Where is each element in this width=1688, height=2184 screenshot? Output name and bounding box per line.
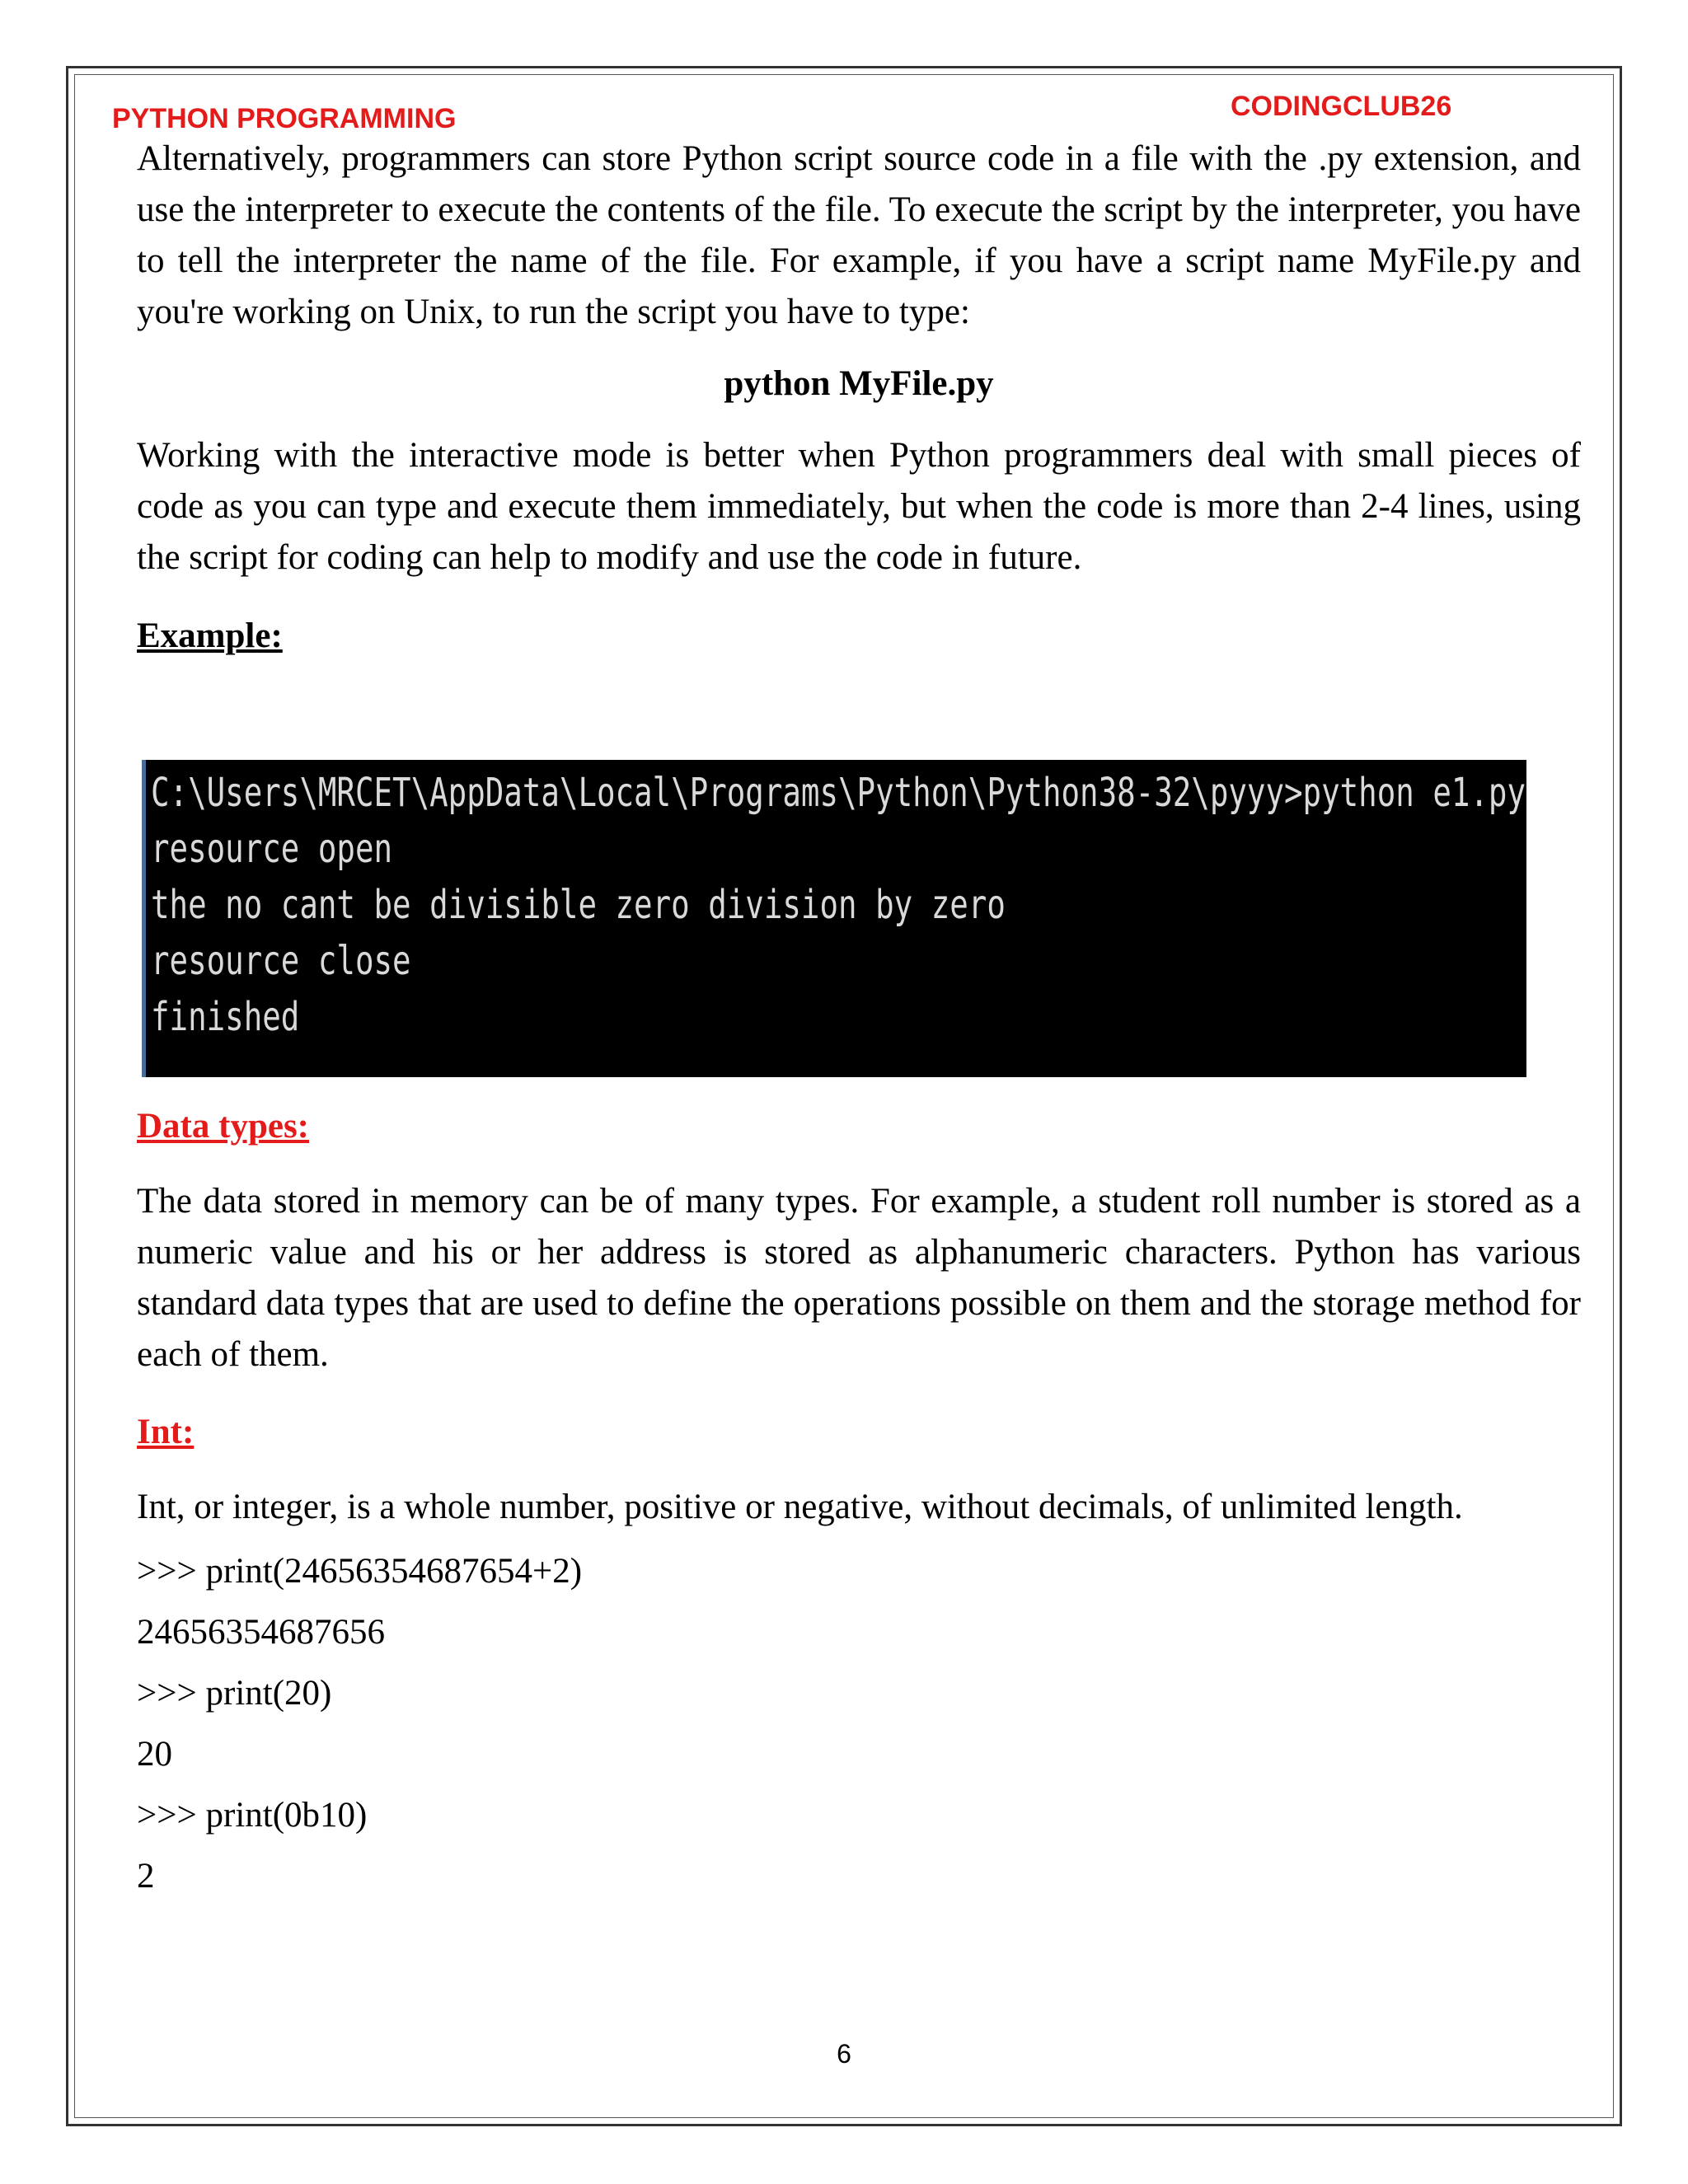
datatypes-paragraph: The data stored in memory can be of many types. For example, a student roll number is stored as a numeric value and his or her address is stored as alphanumeric characters. Python has various standard data types that are used to define the operations possible on them and the storage method for each of them.: [137, 1182, 1581, 1374]
datatypes-heading: Data types:: [137, 1107, 309, 1146]
example-heading: Example:: [137, 616, 283, 655]
code-line: 20: [137, 1735, 172, 1774]
code-line: >>> print(0b10): [137, 1796, 368, 1835]
code-line: >>> print(20): [137, 1674, 332, 1713]
terminal-screenshot: [142, 760, 1526, 1077]
terminal-line: resource close: [151, 938, 411, 984]
code-line: >>> print(24656354687654+2): [137, 1552, 583, 1591]
interactive-paragraph: Working with the interactive mode is better when Python programmers deal with small pieces of code as you can type and execute them immediately, but when the code is more than 2-4 lines, using the script for coding can help to modify and use the code in future.: [137, 436, 1581, 577]
datatypes-section: [137, 1101, 1581, 1907]
header-title: PYTHON PROGRAMMING: [112, 103, 457, 134]
terminal-line: the no cant be divisible zero division by zero: [151, 882, 1006, 928]
int-heading: Int:: [137, 1413, 195, 1451]
terminal-line: resource open: [151, 826, 393, 872]
intro-paragraph: Alternatively, programmers can store Python script source code in a file with the .py extension, and use the interpreter to execute the contents of the file. To execute the script by the interpreter, you have to tell the interpreter the name of the file. For example, if you have a script name MyFile.py and you're working on Unix, to run the script you have to type:: [137, 139, 1581, 331]
int-paragraph: Int, or integer, is a whole number, positive or negative, without decimals, of unlimited length.: [137, 1488, 1463, 1526]
terminal-line: finished: [151, 994, 300, 1040]
header-brand: CODINGCLUB26: [1231, 91, 1452, 122]
code-block: [137, 1541, 1581, 1907]
page-content: [137, 134, 1581, 662]
code-line: 24656354687656: [137, 1613, 385, 1652]
code-line: 2: [137, 1857, 155, 1896]
terminal-line: C:\Users\MRCET\AppData\Local\Programs\Python\Python38-32\pyyy>python e1.py: [151, 770, 1526, 816]
page-number: 6: [837, 2039, 851, 2069]
command-line: python MyFile.py: [724, 364, 994, 403]
